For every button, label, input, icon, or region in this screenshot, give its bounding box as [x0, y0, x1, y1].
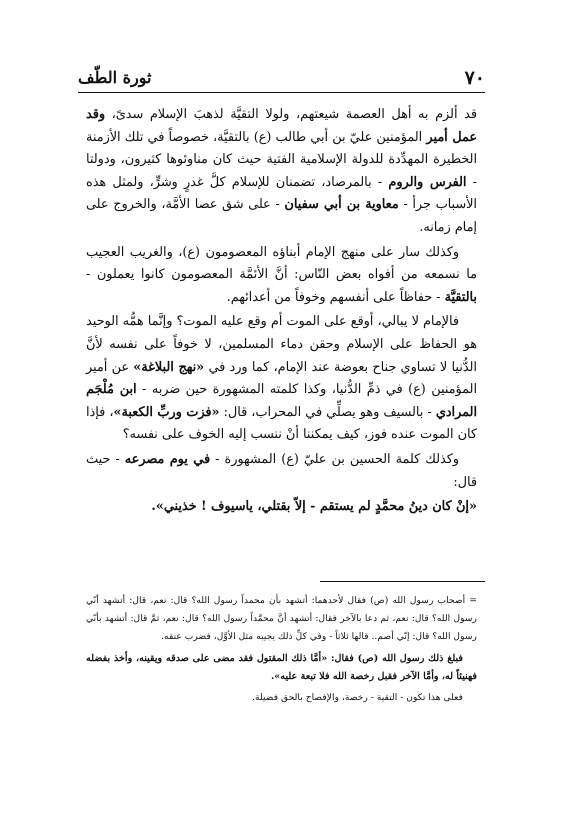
text-run: - حيث قال: [86, 451, 477, 490]
text-run: - حفاظاً على أنفسهم وخوفاً من أعدائهم. [226, 289, 445, 305]
footnote-continuation: = أصحاب رسول الله (ص) فقال لأحدهما: أتشهد بأن محمداً رسول الله؟ قال: نعم، قال: أتشهد أنّي رسول الله؟ قال: نعم، ثم دعا بالآخر فقال: أتشهد أنَّ محمَّداً رسول الله؟ قال: نعم، ثمَّ قال: أتشهد بأنّي رسول الله؟ قال: إنّي أصم.. قالها ثلاثاً - وفي كلِّ ذلك يجيبه مثل الأوَّل، فضرب عنقه. [86, 595, 477, 643]
page-header [78, 64, 485, 92]
text-run: - بالمرصاد، تضمنان للإسلام كلَّ غدرٍ وشرٍّ، ولمثل هذه الأسباب جرأ - [86, 174, 477, 213]
text-run: - على شق عصا الأمَّة، والخروج على إمام زمانه. [86, 197, 477, 235]
paragraph-2 [86, 242, 477, 310]
footnote-prophet-saying: فبلغ ذلك رسول الله (ص) فقال: «أمَّا ذلك المقتول فقد مضى على صدقه ويقينه، وأخذ بفضله فهنيئاً له، وأمَّا الآخر فقبل رخصة الله فلا تبعة عليه». [86, 652, 477, 682]
text-run: وكذلك كلمة الحسين بن عليّ (ع) المشهورة - [210, 451, 459, 467]
text-run: وكذلك سار على منهج الإمام أبناؤه المعصومون (ع)، والغريب العجيب ما نسمعه من أفواه بعض النّاس: أنَّ الأئمَّة المعصومون كانوا يعملون - [86, 244, 477, 283]
footnote-conclusion: فعلى هذا تكون - التقية - رخصة، والإفصاح بالحق فضيلة. [252, 692, 463, 704]
running-title: ثورة الطّف [78, 68, 152, 87]
bold-run: «نهج البلاغة» [133, 359, 205, 375]
bold-run: ابن مُلْجَم المرادي [86, 382, 478, 420]
hussein-quote: «إنْ كان دينُ محمَّدٍ لم يستقم - إلاّ بقتلي، ياسيوف ! خذيني». [151, 499, 477, 515]
bold-run: معاوية بن أبي سفيان [284, 197, 399, 213]
text-run: المؤمنين عليّ بن أبي طالب (ع) بالتقيَّة، خصوصاً في تلك الأزمنة الخطيرة المهدِّدة للدولة الإسلامية الفتية حيث كان مناوئوها كثيرون، ودولتا - [86, 129, 477, 190]
text-run: عن أمير المؤمنين (ع) في ذمِّ الدُّنيا، وكذا كلمته المشهورة حين ضربه - [86, 359, 477, 398]
main-text [86, 104, 477, 521]
paragraph-4 [86, 449, 477, 494]
page-number: ٧٠ [464, 67, 485, 89]
paragraph-1 [86, 104, 477, 240]
bold-run: وقد عمل أمير [86, 107, 478, 145]
text-run: قد ألزم به أهل العصمة شيعتهم، ولولا التقيَّة لذهبَ الإسلام سدىً، [105, 107, 477, 122]
bold-run: الفرس والروم [388, 174, 467, 190]
footnote-rule [320, 581, 485, 582]
paragraph-3 [86, 311, 477, 447]
header-rule [78, 92, 485, 93]
text-run: فالإمام لا يبالي، أوقع على الموت أم وقع عليه الموت؟ وإنَّما همُّه الوحيد هو الحفاظ على الإسلام وحقن دماء المسلمين، لا خوفاً على نفسه لأنَّ الدُّنيا لا تساوي جناح بعوضة عند الإمام، كما ورد في [86, 314, 477, 375]
footnotes [86, 592, 477, 710]
bold-run: بالتقيَّة [444, 289, 477, 305]
text-run: ، فإذا كان الموت عنده فوز، كيف يمكننا أنْ ننسب إليه الخوف على نفسه؟ [86, 404, 477, 443]
bold-run: في يوم مصرعه [124, 451, 211, 467]
bold-run: «فزت وربِّ الكعبة» [113, 404, 220, 420]
text-run: - بالسيف وهو يصلِّي في المحراب، قال: [219, 404, 436, 420]
